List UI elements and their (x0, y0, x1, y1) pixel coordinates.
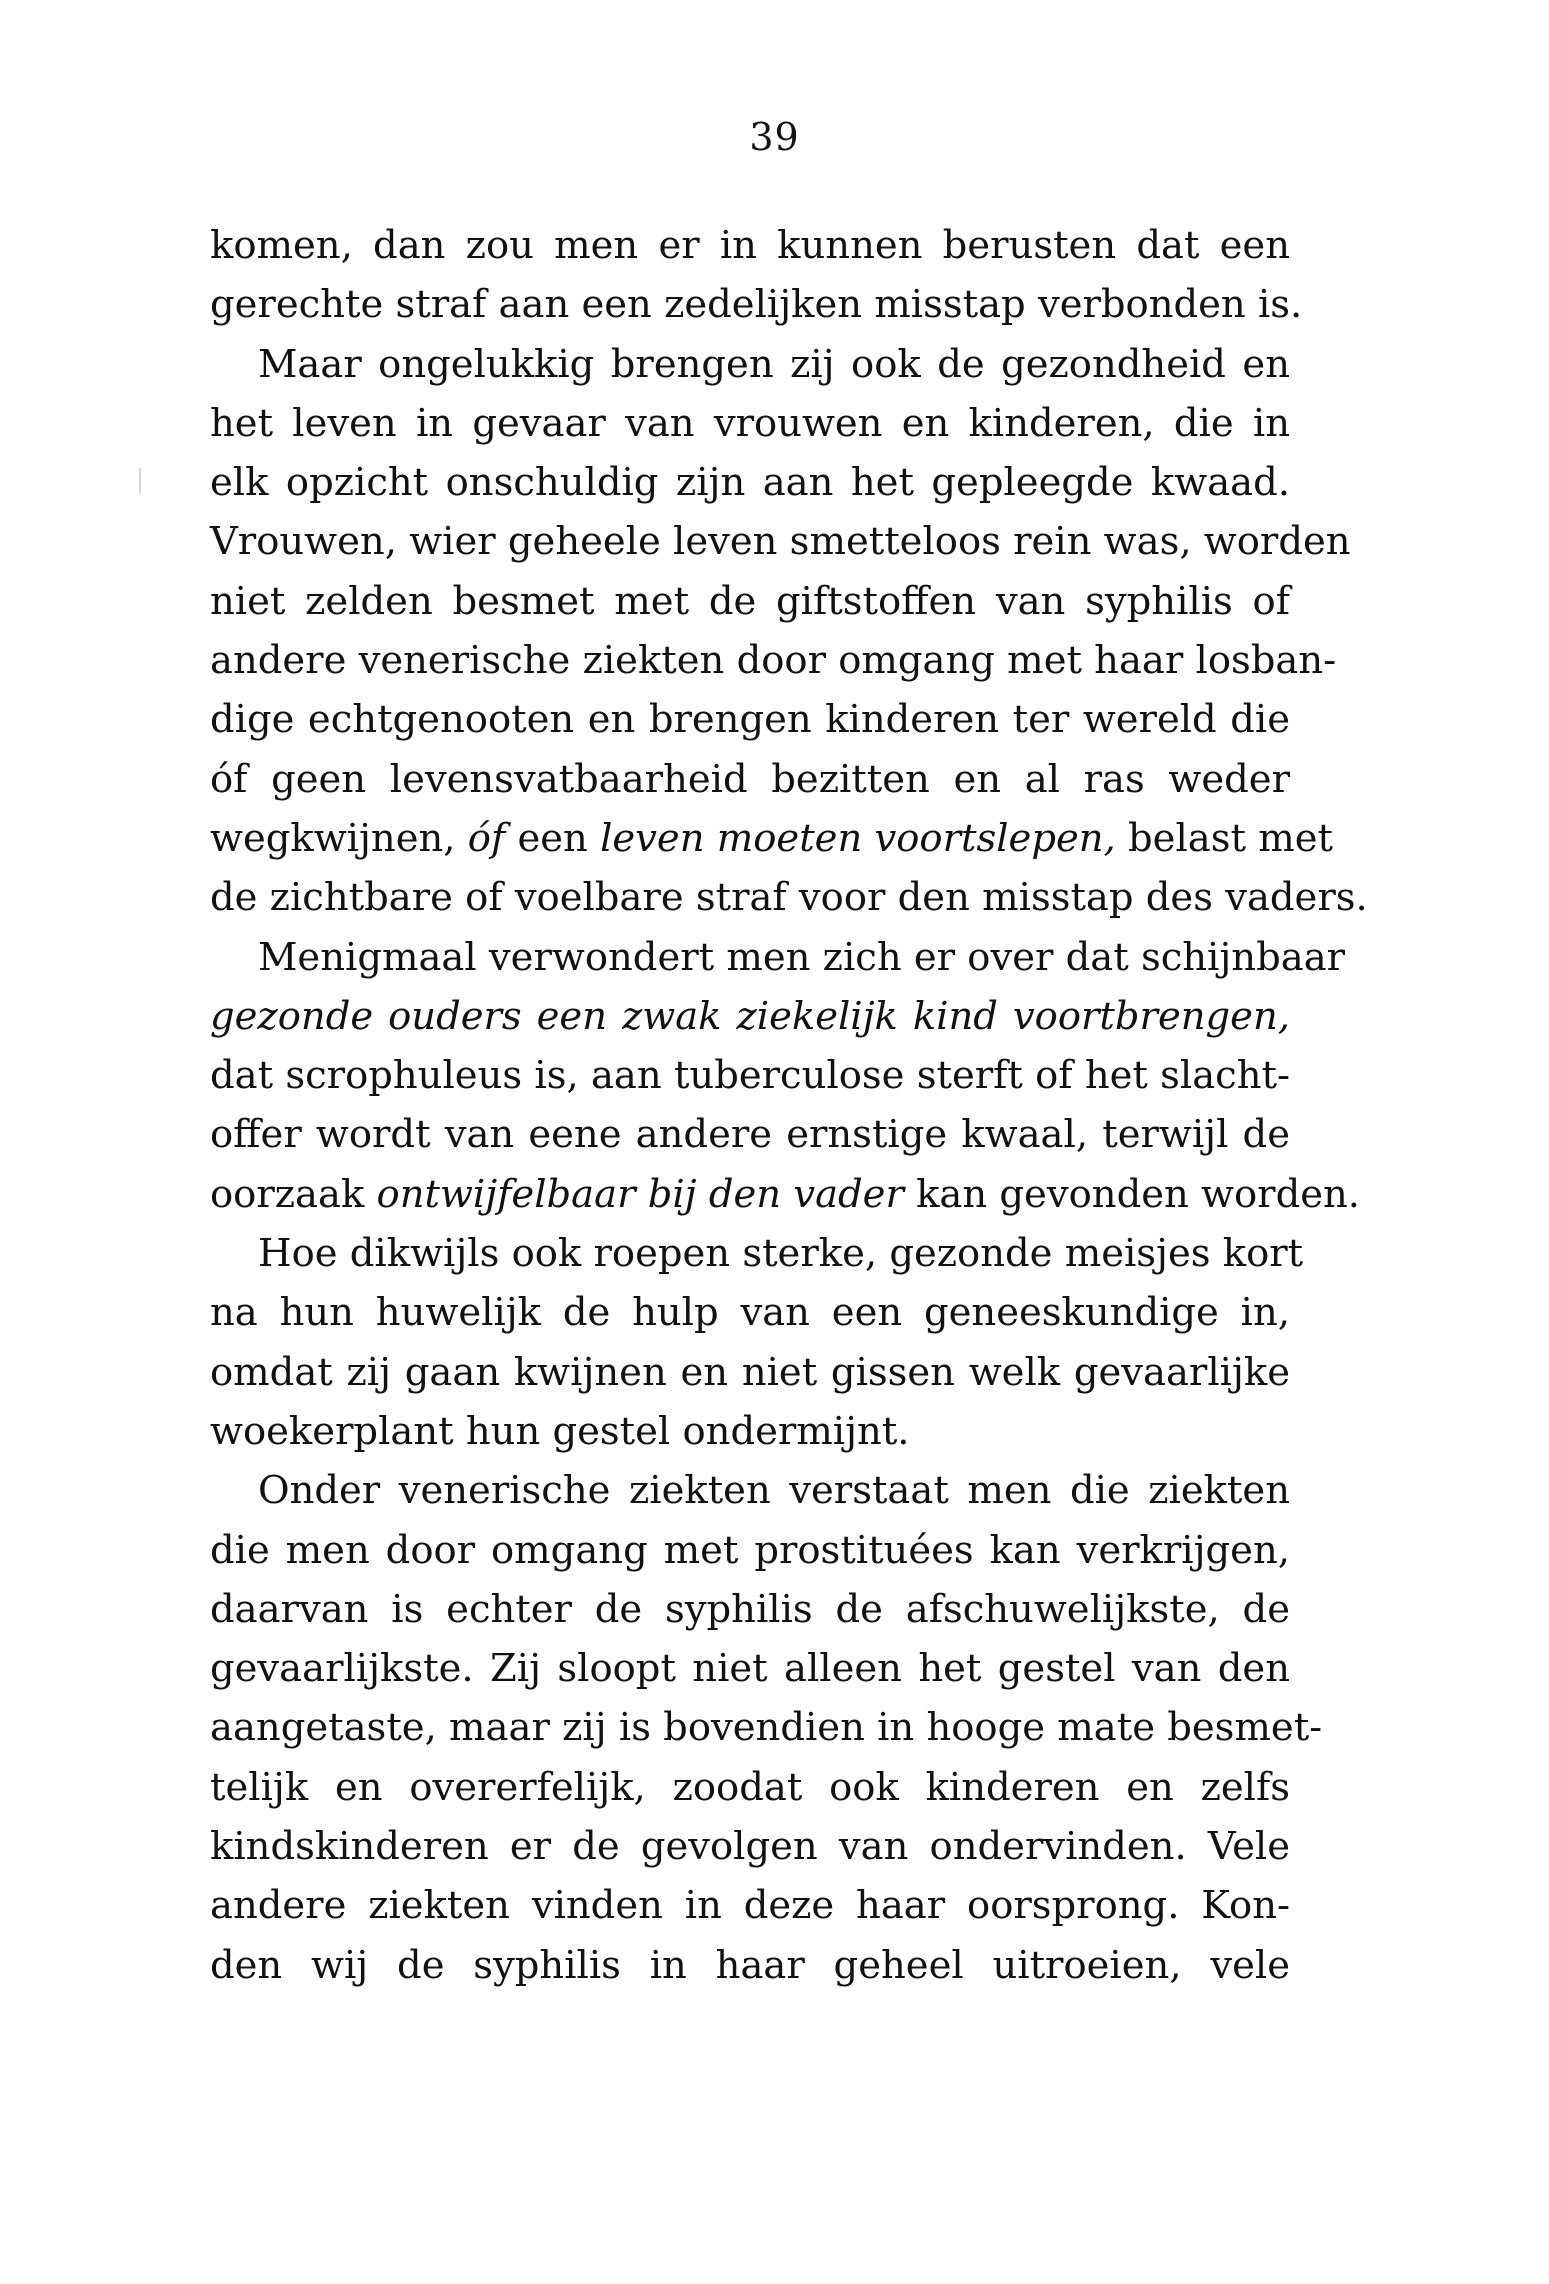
text-segment: andere ziekten vinden in deze haar oorsprong. Kon- (210, 1883, 1290, 1929)
text-line (210, 750, 1290, 809)
text-segment: dige echtgenooten en brengen kinderen ter wereld die (210, 697, 1290, 743)
text-line (210, 1580, 1290, 1639)
text-segment: gerechte straf aan een zedelijken misstap verbonden is. (210, 282, 1303, 328)
text-line (210, 1876, 1290, 1935)
text-segment: oorzaak (210, 1171, 377, 1217)
text-line (210, 1046, 1290, 1105)
text-line (210, 1698, 1323, 1757)
text-segment: den wij de syphilis in haar geheel uitroeien, vele (210, 1942, 1290, 1988)
text-line (210, 868, 1368, 927)
text-segment: gevaarlijkste. Zij sloopt niet alleen het gestel van den (210, 1646, 1290, 1692)
text-segment: komen, dan zou men er in kunnen berusten dat een (210, 223, 1290, 268)
text-segment: kindskinderen er de gevolgen van ondervinden. Vele (210, 1824, 1290, 1870)
text-segment: niet zelden besmet met de giftstoffen van syphilis of (210, 578, 1290, 624)
text-segment: de zichtbare of voelbare straf voor den misstap des vaders. (210, 875, 1368, 921)
text-segment: aangetaste, maar zij is bovendien in hooge mate besmet- (210, 1705, 1323, 1751)
text-line (210, 275, 1303, 334)
text-line (210, 512, 1351, 571)
text-segment: die men door omgang met prostituées kan verkrijgen, (210, 1527, 1290, 1573)
text-line (210, 987, 1290, 1046)
text-line (210, 1283, 1290, 1342)
italic-text: óf (467, 815, 506, 861)
text-segment: belast met (1115, 815, 1333, 861)
text-line (210, 572, 1290, 631)
text-line (210, 1224, 1304, 1283)
text-segment: na hun huwelijk de hulp van een geneeskundige in, (210, 1290, 1290, 1336)
text-line (210, 631, 1337, 690)
text-segment: kan gevonden worden. (903, 1171, 1361, 1217)
body-text (210, 216, 1368, 1995)
text-segment: woekerplant hun gestel ondermijnt. (210, 1408, 910, 1454)
text-line (210, 1105, 1290, 1164)
text-line (210, 1758, 1290, 1817)
text-segment: omdat zij gaan kwijnen en niet gissen welk gevaarlijke (210, 1349, 1290, 1395)
text-line (210, 1936, 1290, 1995)
page-number: 39 (749, 115, 800, 159)
text-segment: andere venerische ziekten door omgang met haar losban- (210, 638, 1337, 684)
text-line (210, 809, 1333, 868)
text-line (210, 1817, 1290, 1876)
scan-speck (139, 468, 141, 494)
text-segment: daarvan is echter de syphilis de afschuwelijkste, de (210, 1586, 1290, 1632)
text-line (210, 928, 1346, 987)
text-segment: Maar ongelukkig brengen zij ook de gezondheid en (258, 341, 1290, 387)
text-segment: dat scrophuleus is, aan tuberculose sterft of het slacht- (210, 1053, 1290, 1099)
text-segment: wegkwijnen, (210, 815, 468, 861)
text-line (210, 335, 1290, 394)
italic-text: leven moeten voortslepen, (600, 815, 1116, 861)
text-segment: offer wordt van eene andere ernstige kwaal, terwijl de (210, 1112, 1290, 1158)
text-segment: het leven in gevaar van vrouwen en kinderen, die in (210, 400, 1290, 446)
text-segment: óf geen levensvatbaarheid bezitten en al ras weder (210, 756, 1290, 802)
text-line (210, 1639, 1290, 1698)
text-line (210, 394, 1290, 453)
text-segment: een (505, 815, 601, 861)
text-line (210, 690, 1290, 749)
text-line (210, 1402, 1290, 1461)
italic-text: gezonde ouders een zwak ziekelijk kind voortbrengen, (210, 993, 1290, 1039)
text-segment: Hoe dikwijls ook roepen sterke, gezonde meisjes kort (258, 1231, 1304, 1277)
text-segment: Menigmaal verwondert men zich er over dat schijnbaar (258, 934, 1346, 980)
text-line (210, 1521, 1290, 1580)
text-segment: Vrouwen, wier geheele leven smetteloos rein was, worden (210, 519, 1351, 565)
text-line (210, 1343, 1290, 1402)
text-line (210, 1165, 1361, 1224)
text-segment: telijk en overerfelijk, zoodat ook kinderen en zelfs (210, 1764, 1290, 1810)
text-segment: Onder venerische ziekten verstaat men die ziekten (258, 1468, 1290, 1514)
text-segment: elk opzicht onschuldig zijn aan het gepleegde kwaad. (210, 460, 1290, 506)
text-line (210, 453, 1290, 512)
italic-text: ontwijfelbaar bij den vader (376, 1171, 904, 1217)
text-line (210, 216, 1290, 275)
text-line (210, 1461, 1290, 1520)
